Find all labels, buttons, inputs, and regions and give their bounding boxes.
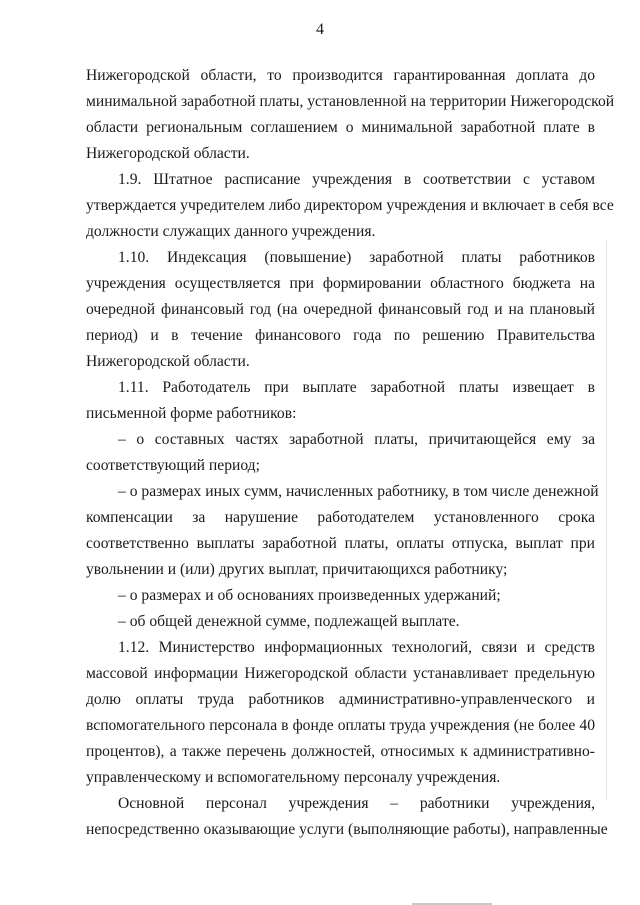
text-line: процентов), а также перечень должностей, относимых к административно- [86, 743, 595, 760]
paragraph-1-10 [86, 245, 595, 375]
text-line: Нижегородской области. [86, 353, 250, 370]
paragraph-1-12 [86, 635, 595, 791]
list-item-other-sums [86, 479, 599, 583]
text-line: Нижегородской области. [86, 145, 250, 162]
text-line: компенсации за нарушение работодателем установленного срока [86, 509, 595, 526]
list-item-salary-parts [86, 427, 595, 479]
text-line: массовой информации Нижегородской области устанавливает предельную [86, 665, 595, 682]
text-line: соответствующий период; [86, 457, 260, 474]
text-line: 1.11. Работодатель при выплате заработной платы извещает в [118, 379, 595, 396]
text-line: вспомогательного персонала в фонде оплаты труда учреждения (не более 40 [86, 717, 595, 734]
text-line: 1.12. Министерство информационных технологий, связи и средств [118, 639, 595, 656]
list-item-total-sum [86, 609, 595, 635]
text-line: области региональным соглашением о минимальной заработной плате в [86, 119, 595, 136]
document-body [86, 63, 615, 843]
list-item-deductions [86, 583, 595, 609]
text-line: – о составных частях заработной платы, причитающейся ему за [118, 431, 595, 448]
text-line: – о размерах и об основаниях произведенных удержаний; [118, 587, 501, 604]
text-line: непосредственно оказывающие услуги (выполняющие работы), направленные [86, 821, 608, 838]
text-line: очередной финансовый год (на очередной финансовый год и на плановый [86, 301, 595, 318]
scan-artifact [606, 240, 607, 800]
paragraph-main-staff [86, 791, 608, 843]
text-line: утверждается учредителем либо директором учреждения и включает в себя все [86, 197, 614, 214]
text-line: учреждения осуществляется при формировании областного бюджета на [86, 275, 595, 292]
text-line: – о размерах иных сумм, начисленных работнику, в том числе денежной [118, 483, 599, 500]
paragraph-1-9 [86, 167, 614, 245]
text-line: соответственно выплаты заработной платы, оплаты отпуска, выплат при [86, 535, 595, 552]
text-line: управленческому и вспомогательному персоналу учреждения. [86, 769, 501, 786]
text-line: 1.10. Индексация (повышение) заработной платы работников [118, 249, 595, 266]
text-line: долю оплаты труда работников административно-управленческого и [86, 691, 595, 708]
paragraph-1-11 [86, 375, 595, 427]
text-line: письменной форме работников: [86, 405, 297, 422]
page-number: 4 [316, 21, 324, 38]
text-line: – об общей денежной сумме, подлежащей выплате. [118, 613, 460, 630]
text-line: должности служащих данного учреждения. [86, 223, 376, 240]
text-line: период) и в течение финансового года по решению Правительства [86, 327, 595, 344]
text-line: минимальной заработной платы, установленной на территории Нижегородской [86, 93, 615, 110]
paragraph-continuation [86, 63, 615, 167]
text-line: Основной персонал учреждения – работники учреждения, [118, 795, 595, 812]
text-line: 1.9. Штатное расписание учреждения в соответствии с уставом [118, 171, 595, 188]
text-line: Нижегородской области, то производится гарантированная доплата до [86, 67, 595, 84]
text-line: увольнении и (или) других выплат, причитающихся работнику; [86, 561, 508, 578]
